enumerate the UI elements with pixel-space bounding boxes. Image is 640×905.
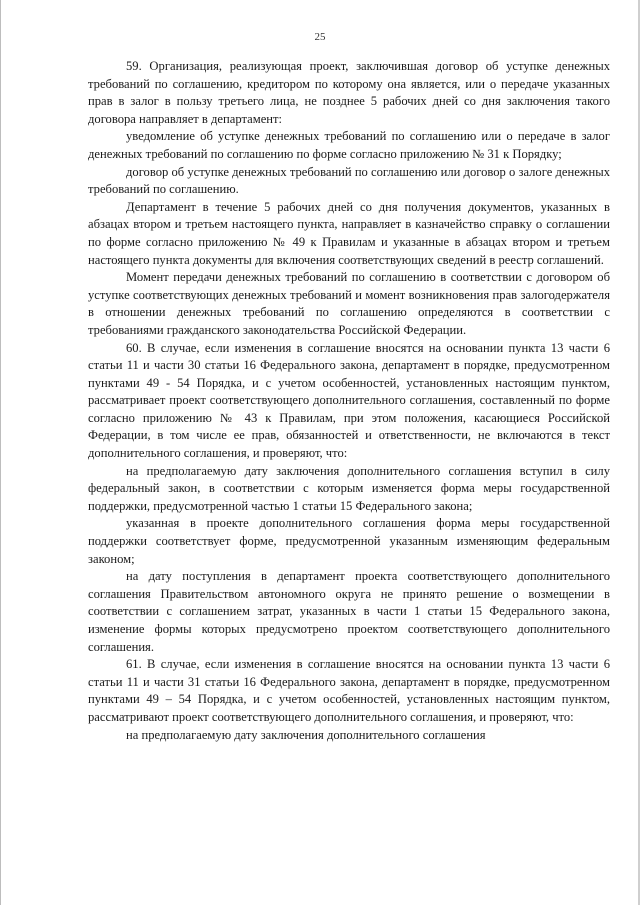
paragraph-59-moment: Момент передачи денежных требований по соглашению в соответствии с договором об уступке соответствующих денежных требований и момент возникновения прав залогодержателя в отношении денежных требований по соглашению определяются в соответствии с требованиями гражданского законодательства Российской Федерации. [88,270,610,337]
document-body [88,58,610,744]
paragraph-61-intro: 61. В случае, если изменения в соглашение вносятся на основании пункта 13 части 6 статьи 11 и части 31 статьи 16 Федерального закона, департамент в порядке, предусмотренном пунктами 49 – 54 Порядка, и с учетом особенностей, установленных настоящим пунктом, рассматривают проект соответствующего дополнительного соглашения, и проверяют, что: [88,657,610,724]
paragraph-59-notification: уведомление об уступке денежных требований по соглашению или о передаче в залог денежных требований по соглашению по форме согласно приложению № 31 к Порядку; [88,129,610,161]
page-number: 25 [314,31,326,43]
paragraph-60-federal-law: на предполагаемую дату заключения дополнительного соглашения вступил в силу федеральный закон, в соответствии с которым изменяется форма меры государственной поддержки, предусмотренной частью 1 статьи 15 Федерального закона; [88,463,610,513]
paragraph-59-contract: договор об уступке денежных требований по соглашению или договор о залоге денежных требований по соглашению. [88,164,610,197]
paragraph-60-intro: 60. В случае, если изменения в соглашение вносятся на основании пункта 13 части 6 статьи 11 и части 30 статьи 16 Федерального закона, департамент в порядке, предусмотренном пунктами 49 - 54 Порядка, и с учетом особенностей, установленных настоящим пунктом, рассматривает проект соответствующего дополнительного соглашения, составленный по форме согласно приложению № 43 к Правилам, при этом положения, касающиеся Российской Федерации, в том числе ее прав, обязанностей и ответственности, не включаются в текст дополнительного соглашения, и проверяют, что: [88,340,610,461]
paragraph-59-department: Департамент в течение 5 рабочих дней со дня получения документов, указанных в абзацах втором и третьем настоящего пункта, направляет в казначейство справку о соглашении по форме согласно приложению № 49 к Правилам и указанные в абзацах втором и третьем настоящего пункта документы для включения соответствующих сведений в реестр соглашений. [88,199,610,267]
paragraph-59-intro: 59. Организация, реализующая проект, заключившая договор об уступке денежных требований по соглашению, кредитором по которому она является, или о передаче указанных прав в залог в пользу третьего лица, не позднее 5 рабочих дней со дня заключения такого договора направляет в департамент: [88,59,610,126]
paragraph-60-decision: на дату поступления в департамент проекта соответствующего дополнительного соглашения Правительством автономного округа не принято решение о возмещении в соответствии с соглашением затрат, указанных в части 1 статьи 15 Федерального закона, изменение формы которых предусмотрено проектом соответствующего дополнительного соглашения. [88,569,610,654]
paragraph-60-support-form: указанная в проекте дополнительного соглашения форма меры государственной поддержки соответствует форме, предусмотренной указанным изменяющим федеральным законом; [88,516,610,566]
paragraph-61-date: на предполагаемую дату заключения дополнительного соглашения [126,727,486,742]
scan-edge-left [0,0,1,905]
